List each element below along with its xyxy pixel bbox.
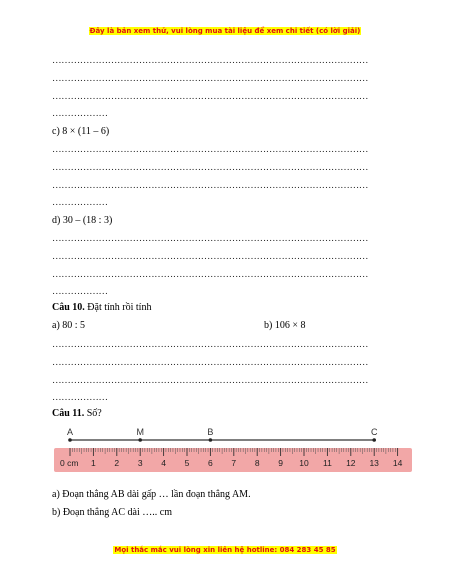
answer-line: ………………………………………………………………………………………… [52, 145, 369, 155]
answer-line-short: ……………… [52, 287, 108, 297]
answer-line: ………………………………………………………………………………………… [52, 163, 369, 173]
header-banner: Đây là bản xem thử, vui lòng mua tài liệu để xem chi tiết (có lời giải) [89, 27, 361, 35]
ruler-svg [54, 428, 414, 476]
ruler-tick-label: 2 [114, 458, 120, 468]
question-11: Câu 11. Số? [52, 408, 102, 419]
part-c-label: c) 8 × (11 – 6) [52, 126, 110, 137]
ruler-tick-label: 7 [231, 458, 237, 468]
segment-point [209, 438, 213, 442]
ruler-tick-label: 6 [208, 458, 213, 468]
q10-part-b: b) 106 × 8 [264, 320, 306, 331]
ruler-tick-label: 8 [254, 458, 260, 468]
answer-line: ………………………………………………………………………………………… [52, 92, 369, 102]
answer-line: ………………………………………………………………………………………… [52, 270, 369, 280]
answer-line-short: ……………… [52, 393, 108, 403]
ruler-tick-label: 10 [299, 458, 309, 468]
question-10: Câu 10. Đặt tính rồi tính [52, 302, 152, 313]
ruler-tick-label: 4 [161, 458, 166, 468]
point-label: C [370, 428, 378, 437]
segment-point [372, 438, 376, 442]
footer-banner: Mọi thắc mắc vui lòng xin liên hệ hotline: 084 283 45 85 [114, 546, 336, 554]
answer-line: ………………………………………………………………………………………… [52, 340, 369, 350]
ruler-tick-label: 14 [392, 458, 403, 468]
answer-line: ………………………………………………………………………………………… [52, 181, 369, 191]
ruler-tick-label: 1 [91, 458, 96, 468]
answer-line-short: ……………… [52, 109, 108, 119]
ruler-tick-label: 5 [184, 458, 190, 468]
ruler-tick-label: 9 [278, 458, 283, 468]
point-label: B [207, 428, 214, 437]
q11-part-b: b) Đoạn thẳng AC dài ….. cm [52, 507, 172, 518]
q10-part-a: a) 80 : 5 [52, 320, 86, 331]
point-label: A [66, 428, 74, 437]
answer-line: ………………………………………………………………………………………… [52, 376, 369, 386]
ruler-tick-label: 3 [137, 458, 143, 468]
ruler-tick-label: 12 [346, 458, 356, 468]
segment-point [68, 438, 72, 442]
part-d-label: d) 30 – (18 : 3) [52, 215, 113, 226]
ruler-figure [54, 428, 414, 476]
answer-line: ………………………………………………………………………………………… [52, 56, 369, 66]
point-label: M [136, 428, 144, 437]
answer-line: ………………………………………………………………………………………… [52, 234, 369, 244]
ruler-tick-label: 11 [322, 458, 332, 468]
answer-line: ………………………………………………………………………………………… [52, 358, 369, 368]
ruler-tick-label: 13 [369, 458, 379, 468]
answer-line: ………………………………………………………………………………………… [52, 252, 369, 262]
answer-line-short: ……………… [52, 198, 108, 208]
segment-point [138, 438, 142, 442]
answer-line: ………………………………………………………………………………………… [52, 74, 369, 84]
ruler-tick-label: 0 cm [60, 458, 79, 468]
q11-part-a: a) Đoạn thẳng AB dài gấp … lần đoạn thẳng AM. [52, 489, 251, 500]
